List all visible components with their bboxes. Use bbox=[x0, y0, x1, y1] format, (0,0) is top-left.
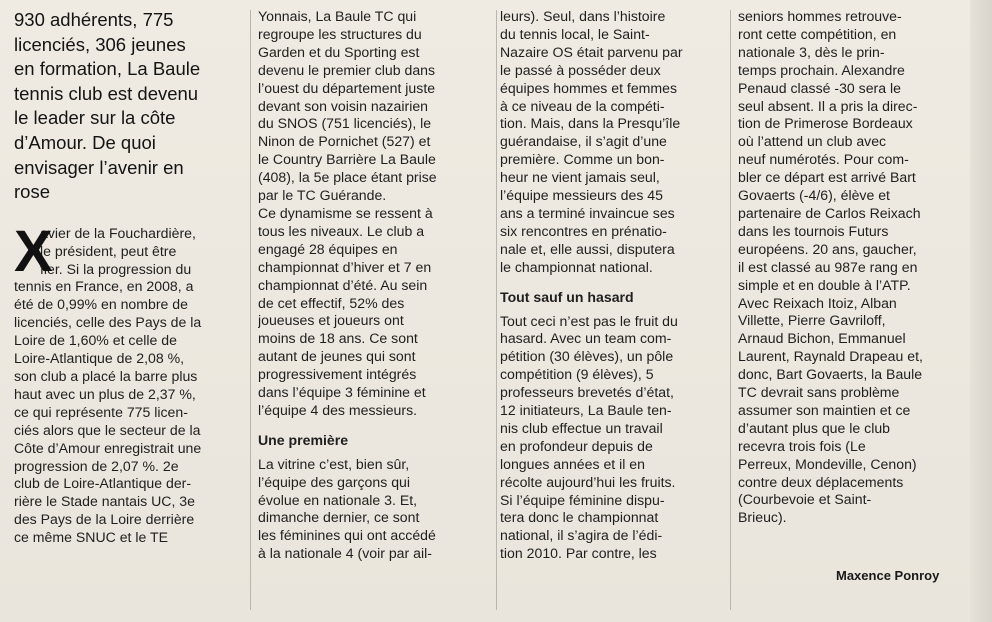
text-line: tion 2010. Par contre, les bbox=[500, 545, 657, 562]
text-line: tous les niveaux. Le club a bbox=[258, 222, 425, 239]
column-1 bbox=[14, 8, 246, 614]
text-line: Tout ceci n’est pas le fruit du bbox=[500, 312, 678, 329]
column-3 bbox=[500, 8, 722, 614]
text-line: progressivement intégrés bbox=[258, 366, 417, 383]
text-line: dans l’équipe 3 féminine et bbox=[258, 384, 426, 401]
text-line: l’équipe des garçons qui bbox=[258, 473, 411, 490]
text-line: d’autant plus que le club bbox=[738, 419, 891, 436]
text-line: de cet effectif, 52% des bbox=[258, 294, 405, 311]
text-line: tera donc le championnat bbox=[500, 509, 659, 526]
text-line: le passé à posséder deux bbox=[500, 61, 661, 78]
text-line: à ce niveau de la compéti- bbox=[500, 97, 665, 114]
text-line: ciés alors que le secteur de la bbox=[14, 421, 201, 438]
text-line: il est classé au 987e rang en bbox=[738, 258, 918, 275]
text-line: Loire de 1,60% et celle de bbox=[14, 332, 177, 349]
lede-line: rose bbox=[14, 181, 50, 203]
column-divider bbox=[496, 10, 497, 610]
text-line: championnat d’hiver et 7 en bbox=[258, 258, 432, 275]
text-line: tennis en France, en 2008, a bbox=[14, 278, 194, 295]
text-line: nationale 3, dès le prin- bbox=[738, 43, 885, 60]
text-line: joueuses et joueurs ont bbox=[258, 312, 404, 329]
text-line: le Country Barrière La Baule bbox=[258, 151, 436, 168]
text-line: pétition (30 élèves), un pôle bbox=[500, 348, 674, 365]
text-line: où l’attend un club avec bbox=[738, 133, 887, 150]
text-line: assumer son maintien et ce bbox=[738, 401, 911, 418]
text-line: européens. 20 ans, gaucher, bbox=[738, 240, 917, 257]
lede-line: le leader sur la côte bbox=[14, 107, 176, 129]
text-line: le président, peut être bbox=[40, 242, 177, 259]
text-line: (Courbevoie et Saint- bbox=[738, 491, 872, 508]
lede-line: licenciés, 306 jeunes bbox=[14, 33, 186, 55]
lede-line: 930 adhérents, 775 bbox=[14, 9, 174, 30]
text-line: championnat d’été. Au sein bbox=[258, 276, 428, 293]
text-line: avier de la Fouchardière, bbox=[40, 224, 196, 241]
text-line: moins de 18 ans. Ce sont bbox=[258, 330, 418, 347]
text-line: en profondeur depuis de bbox=[500, 437, 653, 454]
text-line: évolue en nationale 3. Et, bbox=[258, 491, 418, 508]
text-line: les féminines qui ont accédé bbox=[258, 527, 436, 544]
text-line: hasard. Avec un team com- bbox=[500, 330, 672, 347]
page-edge bbox=[970, 0, 992, 622]
text-line: Ninon de Pornichet (527) et bbox=[258, 133, 431, 150]
text-line: donc, Bart Govaerts, la Baule bbox=[738, 366, 923, 383]
text-line: des Pays de la Loire derrière bbox=[14, 511, 195, 528]
text-line: été de 0,99% en nombre de bbox=[14, 296, 188, 313]
text-line: récolte aujourd’hui les fruits. bbox=[500, 473, 676, 490]
text-line: national, il s’agira de l’édi- bbox=[500, 527, 663, 544]
text-line: TC devrait sans problème bbox=[738, 384, 900, 401]
text-line: regroupe les structures du bbox=[258, 25, 422, 42]
text-line: dimanche dernier, ce sont bbox=[258, 509, 420, 526]
text-line: Yonnais, La Baule TC qui bbox=[258, 8, 417, 24]
drop-cap: X bbox=[14, 218, 53, 284]
text-line: recevra trois fois (Le bbox=[738, 437, 866, 454]
text-line: simple et en double à l’ATP. bbox=[738, 276, 911, 293]
text-line: Penaud classé -30 sera le bbox=[738, 79, 901, 96]
text-line: professeurs brevetés d’état, bbox=[500, 384, 674, 401]
text-line: Laurent, Raynald Drapeau et, bbox=[738, 348, 923, 365]
text-line: ront cette compétition, en bbox=[738, 25, 897, 42]
text-line: l’ouest du département juste bbox=[258, 79, 436, 96]
column-divider bbox=[730, 10, 731, 610]
text-line: Arnaud Bichon, Emmanuel bbox=[738, 330, 906, 347]
column-divider bbox=[250, 10, 251, 610]
text-line: neuf numérotés. Pour com- bbox=[738, 151, 909, 168]
text-line: Govaerts (-4/6), élève et bbox=[738, 187, 890, 204]
text-line: heur ne vient jamais seul, bbox=[500, 169, 660, 186]
text-line: l’équipe messieurs des 45 bbox=[500, 187, 663, 204]
lede bbox=[14, 8, 246, 205]
text-line: compétition (9 élèves), 5 bbox=[500, 366, 654, 383]
text-line: autant de jeunes qui sont bbox=[258, 348, 416, 365]
text-line: La vitrine c’est, bien sûr, bbox=[258, 455, 410, 472]
text-line: Avec Reixach Itoiz, Alban bbox=[738, 294, 897, 311]
text-line: Nazaire OS était parvenu par bbox=[500, 43, 683, 60]
text-line: équipes hommes et femmes bbox=[500, 79, 678, 96]
text-line: Villette, Pierre Gavriloff, bbox=[738, 312, 886, 329]
text-line: partenaire de Carlos Reixach bbox=[738, 204, 921, 221]
text-line: ce qui représente 775 licen- bbox=[14, 403, 188, 420]
text-line: leurs). Seul, dans l’histoire bbox=[500, 8, 666, 24]
text-line: Loire-Atlantique de 2,08 %, bbox=[14, 350, 185, 367]
text-line: rière le Stade nantais UC, 3e bbox=[14, 493, 195, 510]
lede-line: tennis club est devenu bbox=[14, 82, 199, 104]
text-line: Si l’équipe féminine dispu- bbox=[500, 491, 665, 508]
subheading: Une première bbox=[258, 431, 349, 448]
text-line: temps prochain. Alexandre bbox=[738, 61, 905, 78]
lede-line: envisager l’avenir en bbox=[14, 156, 184, 178]
author-byline: Maxence Ponroy bbox=[836, 568, 940, 583]
text-line: fier. Si la progression du bbox=[40, 260, 192, 277]
text-line: Perreux, Mondeville, Cenon) bbox=[738, 455, 917, 472]
text-line: progression de 2,07 %. 2e bbox=[14, 457, 179, 474]
text-line: à la nationale 4 (voir par ail- bbox=[258, 545, 432, 562]
lede-line: d’Amour. De quoi bbox=[14, 131, 156, 153]
text-line: seul absent. Il a pris la direc- bbox=[738, 97, 918, 114]
text-line: première. Comme un bon- bbox=[500, 151, 665, 168]
column-4 bbox=[738, 8, 964, 614]
text-line: tion. Mais, dans la Presqu’île bbox=[500, 115, 681, 132]
lede-line: en formation, La Baule bbox=[14, 58, 201, 80]
text-line: dans les tournois Futurs bbox=[738, 222, 889, 239]
text-line: seniors hommes retrouve- bbox=[738, 8, 902, 24]
text-line: licenciés, celle des Pays de la bbox=[14, 314, 202, 331]
text-line: club de Loire-Atlantique der- bbox=[14, 475, 192, 492]
text-line: du SNOS (751 licenciés), le bbox=[258, 115, 432, 132]
text-line: contre deux déplacements bbox=[738, 473, 904, 490]
text-line: (408), la 5e place étant prise bbox=[258, 169, 437, 186]
text-line: son club a placé la barre plus bbox=[14, 368, 198, 384]
article-intro bbox=[14, 218, 246, 547]
text-line: devenu le premier club dans bbox=[258, 61, 436, 78]
text-line: 12 initiateurs, La Baule ten- bbox=[500, 402, 672, 419]
text-line: Garden et du Sporting est bbox=[258, 43, 420, 60]
text-line: devant son voisin nazairien bbox=[258, 97, 429, 114]
text-line: l’équipe 4 des messieurs. bbox=[258, 401, 418, 418]
text-line: ans a terminé invaincue ses bbox=[500, 204, 675, 221]
text-line: haut avec un plus de 2,37 %, bbox=[14, 385, 196, 402]
text-line: ce même SNUC et le TE bbox=[14, 529, 169, 546]
text-line: du tennis local, le Saint- bbox=[500, 25, 650, 42]
text-line: nale et, elle aussi, disputera bbox=[500, 240, 675, 257]
text-line: engagé 28 équipes en bbox=[258, 240, 398, 257]
subheading: Tout sauf un hasard bbox=[500, 288, 634, 305]
text-line: Ce dynamisme se ressent à bbox=[258, 204, 433, 221]
text-line: Côte d’Amour enregistrait une bbox=[14, 439, 202, 456]
text-line: le championnat national. bbox=[500, 258, 653, 275]
column-2 bbox=[258, 8, 492, 614]
text-line: Brieuc). bbox=[738, 509, 787, 526]
text-line: longues années et il en bbox=[500, 455, 645, 472]
text-line: nis club effectue un travail bbox=[500, 419, 663, 436]
text-line: six rencontres en prénatio- bbox=[500, 222, 667, 239]
text-line: tion de Primerose Bordeaux bbox=[738, 115, 913, 132]
text-line: bler ce départ est arrivé Bart bbox=[738, 169, 916, 186]
text-line: guérandaise, il s’agit d’une bbox=[500, 133, 667, 150]
text-line: par le TC Guérande. bbox=[258, 187, 387, 204]
